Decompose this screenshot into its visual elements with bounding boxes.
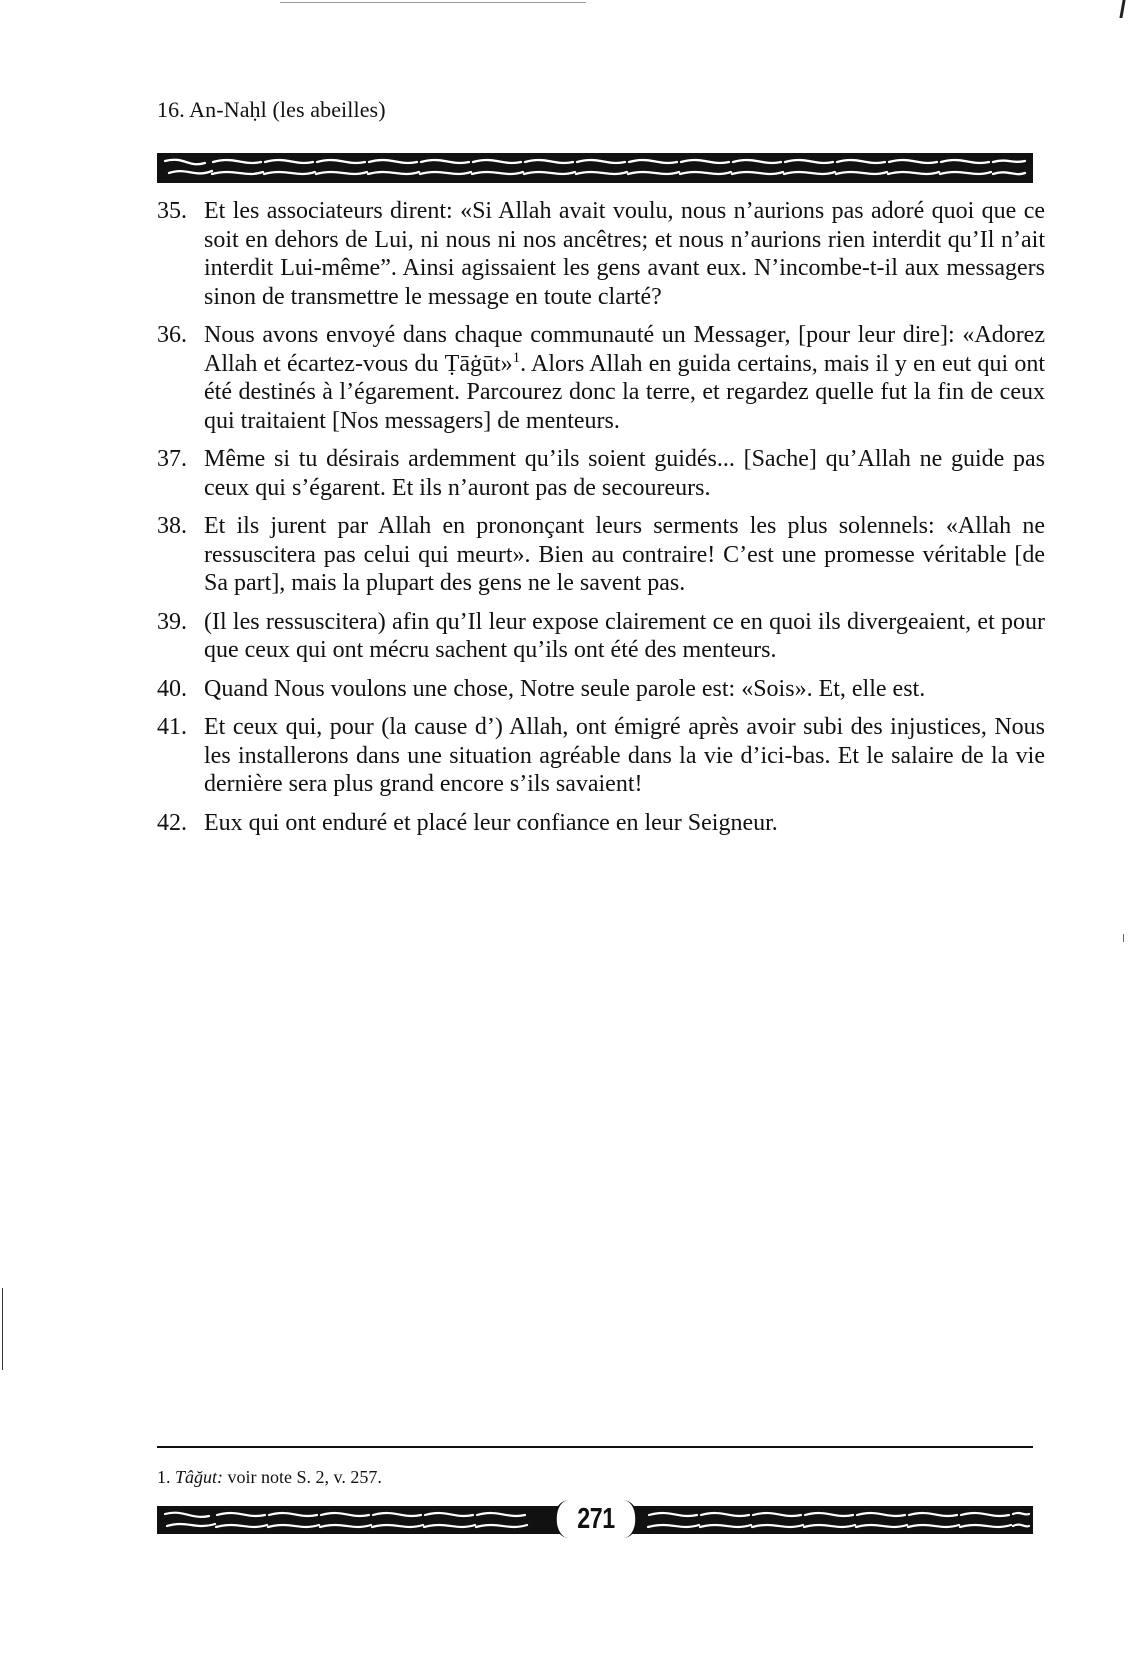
footnote-text: voir note S. 2, v. 257. — [223, 1467, 382, 1487]
surah-header: 16. An-Naḥl (les abeilles) — [157, 97, 386, 122]
verse-number: 40. — [157, 675, 187, 702]
verse-39 — [157, 608, 1045, 665]
right-margin-scan-mark — [1123, 934, 1124, 942]
verse-number: 36. — [157, 322, 187, 348]
top-scan-rule — [280, 2, 586, 3]
verse-41 — [157, 713, 1045, 799]
footnote-term: Tâğut: — [175, 1467, 224, 1487]
footnote-number: 1. — [157, 1467, 171, 1487]
corner-scan-mark — [1119, 0, 1125, 18]
verse-text: Quand Nous voulons une chose, Notre seule parole est: «Sois». Et, elle est. — [204, 675, 926, 702]
verse-42 — [157, 809, 1045, 838]
footnote — [157, 1466, 382, 1488]
verse-text: (Il les ressuscitera) afin qu’Il leur expose clairement ce en quoi ils divergeaient, et pour que ceux qui ont mécru sachent qu’ils ont été des menteurs. — [204, 608, 1045, 663]
verse-number: 35. — [157, 198, 187, 224]
verse-number: 37. — [157, 446, 187, 472]
verse-40 — [157, 675, 1045, 704]
verse-text: Eux qui ont enduré et placé leur confiance en leur Seigneur. — [204, 809, 778, 836]
verse-number: 41. — [157, 714, 187, 740]
verse-37 — [157, 445, 1045, 502]
verse-35 — [157, 197, 1045, 311]
verse-text-after-note: . Alors Allah en guida certains, mais il y en eut qui ont été destinés à l’égarement. Parcourez donc la terre, et regardez quelle fut la fin de ceux qui traitaient [Nos messagers] de menteurs. — [204, 350, 1045, 434]
verse-text: Et les associateurs dirent: «Si Allah avait voulu, nous n’aurions pas adoré quoi que ce soit en dehors de Lui, ni nous ni nos ancêtres; et nous n’aurions rien interdit qu’Il n’ait interdit Lui-même”. Ainsi agissaient les gens avant eux. N’incombe-t-il aux messagers sinon de transmettre le message en toute clarté? — [204, 198, 1045, 310]
verse-text — [204, 321, 1045, 435]
footnote-divider — [157, 1446, 1033, 1448]
verse-text: Même si tu désirais ardemment qu’ils soient guidés... [Sache] qu’Allah ne guide pas ceux qui s’égarent. Et ils n’auront pas de secoureurs. — [204, 446, 1045, 501]
page-number: 271 — [554, 1500, 637, 1538]
top-ornament-pattern — [157, 153, 1033, 183]
verse-text: Et ceux qui, pour (la cause d’) Allah, ont émigré après avoir subi des injustices, Nous les installerons dans une situation agréable dans la vie d’ici-bas. Et le salaire de la vie dernière sera plus grand encore s’ils savaient! — [204, 714, 1045, 797]
footnote-marker: 1 — [512, 349, 521, 366]
verse-36 — [157, 321, 1045, 435]
verse-text-before-note: Nous avons envoyé dans chaque communauté un Messager, [pour leur dire]: «Adorez Allah et écartez-vous du Ṭāġūt» — [204, 322, 1045, 377]
verse-text: Et ils jurent par Allah en prononçant leurs serments les plus solennels: «Allah ne ressuscitera pas celui qui meurt». Bien au contraire! C’est une promesse véritable [de Sa part], mais la plupart des gens ne le savent pas. — [204, 513, 1045, 596]
verse-number: 38. — [157, 513, 187, 539]
top-ornamental-border — [157, 153, 1033, 183]
verse-number: 39. — [157, 608, 187, 635]
left-margin-scan-mark — [2, 1288, 3, 1370]
verse-number: 42. — [157, 809, 187, 836]
verse-list — [157, 197, 1045, 847]
verse-38 — [157, 512, 1045, 598]
